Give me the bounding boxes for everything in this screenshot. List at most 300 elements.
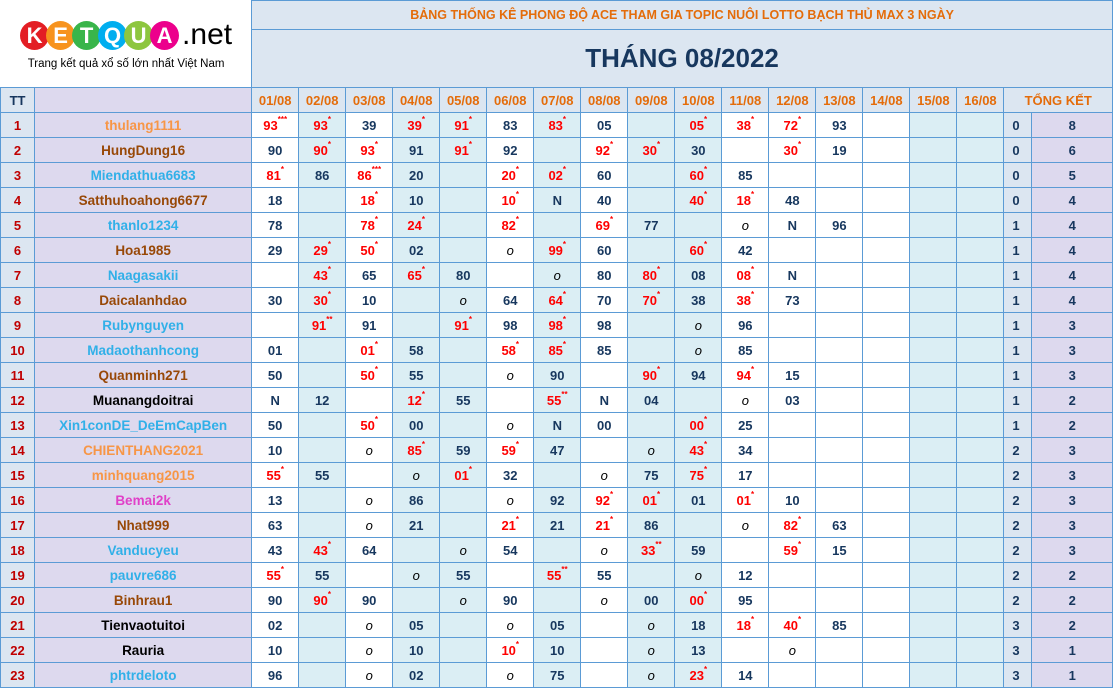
day-cell — [769, 313, 816, 338]
hit-mark: * — [703, 439, 708, 449]
day-cell: 05 — [393, 613, 440, 638]
day-cell: 64 — [346, 538, 393, 563]
member-name: Xin1conDE_DeEmCapBen — [35, 413, 252, 438]
table-row — [1, 313, 1113, 338]
day-cell: o — [628, 438, 675, 463]
day-cell — [957, 388, 1004, 413]
day-cell: 50* — [346, 413, 393, 438]
row-number: 23 — [1, 663, 35, 688]
row-number: 17 — [1, 513, 35, 538]
header-date: 14/08 — [863, 88, 910, 113]
summary-value-2: 2 — [1032, 588, 1113, 613]
day-cell — [863, 638, 910, 663]
day-cell — [910, 188, 957, 213]
day-cell: 85 — [722, 163, 769, 188]
member-name: Vanducyeu — [35, 538, 252, 563]
day-cell — [299, 438, 346, 463]
day-cell: 83* — [534, 113, 581, 138]
day-cell — [440, 338, 487, 363]
day-cell: 21* — [581, 513, 628, 538]
day-cell: 55 — [581, 563, 628, 588]
header-date: 10/08 — [675, 88, 722, 113]
hit-mark: * — [468, 464, 473, 474]
summary-value-1: 1 — [1004, 388, 1032, 413]
day-cell — [299, 213, 346, 238]
row-number: 12 — [1, 388, 35, 413]
row-number: 10 — [1, 338, 35, 363]
table-row — [1, 638, 1113, 663]
day-cell: 12* — [393, 388, 440, 413]
table-row — [1, 263, 1113, 288]
day-cell: 38* — [722, 113, 769, 138]
day-cell: 15 — [769, 363, 816, 388]
day-cell: 60* — [675, 238, 722, 263]
day-cell — [769, 463, 816, 488]
member-name: Naagasakii — [35, 263, 252, 288]
day-cell — [863, 363, 910, 388]
summary-value-1: 3 — [1004, 613, 1032, 638]
member-name: minhquang2015 — [35, 463, 252, 488]
day-cell — [299, 638, 346, 663]
hit-mark: * — [750, 364, 755, 374]
day-cell: 29 — [252, 238, 299, 263]
summary-value-2: 4 — [1032, 213, 1113, 238]
day-cell: 92 — [487, 138, 534, 163]
day-cell — [487, 563, 534, 588]
day-cell: 08* — [722, 263, 769, 288]
day-cell — [816, 463, 863, 488]
day-cell: 10 — [346, 288, 393, 313]
day-cell: N — [581, 388, 628, 413]
summary-value-1: 0 — [1004, 188, 1032, 213]
day-cell: 55 — [393, 363, 440, 388]
day-cell: 91* — [440, 138, 487, 163]
hit-mark: * — [374, 364, 378, 374]
summary-value-2: 1 — [1032, 663, 1113, 688]
day-cell: 90 — [252, 588, 299, 613]
day-cell — [440, 513, 487, 538]
row-number: 1 — [1, 113, 35, 138]
day-cell — [957, 463, 1004, 488]
day-cell: 64 — [487, 288, 534, 313]
day-cell: 55 — [440, 563, 487, 588]
day-cell: o — [628, 638, 675, 663]
table-row — [1, 588, 1113, 613]
row-number: 4 — [1, 188, 35, 213]
summary-value-1: 1 — [1004, 213, 1032, 238]
summary-value-2: 5 — [1032, 163, 1113, 188]
day-cell: 59* — [487, 438, 534, 463]
day-cell: 90 — [252, 138, 299, 163]
hit-mark: * — [374, 214, 378, 224]
day-cell: 55** — [534, 388, 581, 413]
hit-mark: * — [468, 114, 473, 124]
table-row — [1, 463, 1113, 488]
day-cell: 50* — [346, 238, 393, 263]
day-cell: 40* — [769, 613, 816, 638]
hit-mark: * — [280, 464, 284, 474]
day-cell — [957, 313, 1004, 338]
day-cell: 80 — [581, 263, 628, 288]
day-cell: 00* — [675, 413, 722, 438]
day-cell: 43* — [299, 538, 346, 563]
day-cell — [628, 163, 675, 188]
day-cell: 01* — [346, 338, 393, 363]
day-cell: 96 — [252, 663, 299, 688]
day-cell: 39* — [393, 113, 440, 138]
day-cell — [628, 188, 675, 213]
header-summary: TỔNG KẾT — [1004, 88, 1113, 113]
hit-mark: * — [515, 514, 520, 524]
table-row — [1, 163, 1113, 188]
hit-mark: * — [798, 514, 802, 524]
day-cell — [440, 163, 487, 188]
summary-value-2: 3 — [1032, 313, 1113, 338]
day-cell: 63 — [816, 513, 863, 538]
row-number: 16 — [1, 488, 35, 513]
summary-value-2: 2 — [1032, 563, 1113, 588]
summary-value-1: 1 — [1004, 313, 1032, 338]
logo-letter: A — [150, 21, 179, 50]
hit-mark: * — [515, 164, 520, 174]
member-name: Rauria — [35, 638, 252, 663]
day-cell — [910, 413, 957, 438]
summary-value-1: 3 — [1004, 663, 1032, 688]
day-cell — [910, 488, 957, 513]
day-cell — [581, 438, 628, 463]
summary-value-1: 2 — [1004, 513, 1032, 538]
table-row — [1, 513, 1113, 538]
day-cell: 90 — [487, 588, 534, 613]
logo-area — [1, 1, 252, 88]
day-cell — [440, 663, 487, 688]
day-cell: o — [628, 663, 675, 688]
day-cell — [487, 388, 534, 413]
summary-value-1: 2 — [1004, 488, 1032, 513]
day-cell: 70 — [581, 288, 628, 313]
hit-mark: * — [609, 489, 614, 499]
hit-mark: *** — [277, 114, 288, 124]
hit-mark: * — [421, 389, 425, 399]
day-cell: 85 — [581, 338, 628, 363]
header-date: 08/08 — [581, 88, 628, 113]
header-date: 01/08 — [252, 88, 299, 113]
day-cell — [957, 213, 1004, 238]
day-cell: o — [346, 663, 393, 688]
day-cell — [440, 213, 487, 238]
logo-letter: E — [46, 21, 75, 50]
day-cell: 01* — [440, 463, 487, 488]
hit-mark: * — [562, 164, 567, 174]
day-cell: 60 — [581, 163, 628, 188]
summary-value-2: 3 — [1032, 338, 1113, 363]
day-cell — [816, 563, 863, 588]
day-cell — [769, 338, 816, 363]
day-cell — [393, 313, 440, 338]
hit-mark: * — [562, 339, 567, 349]
day-cell: o — [581, 538, 628, 563]
row-number: 5 — [1, 213, 35, 238]
day-cell — [628, 238, 675, 263]
day-cell — [299, 413, 346, 438]
day-cell — [534, 213, 581, 238]
day-cell: 90* — [299, 138, 346, 163]
summary-value-2: 3 — [1032, 463, 1113, 488]
day-cell: 80* — [628, 263, 675, 288]
day-cell — [910, 463, 957, 488]
day-cell: 12 — [299, 388, 346, 413]
hit-mark: * — [750, 114, 755, 124]
day-cell: 93* — [346, 138, 393, 163]
day-cell — [299, 363, 346, 388]
day-cell: o — [393, 563, 440, 588]
day-cell: 13 — [252, 488, 299, 513]
day-cell: 55* — [252, 463, 299, 488]
day-cell: 70* — [628, 288, 675, 313]
hit-mark: * — [798, 139, 802, 149]
hit-mark: ** — [326, 314, 333, 324]
day-cell — [910, 388, 957, 413]
day-cell: 75 — [534, 663, 581, 688]
day-cell: 54 — [487, 538, 534, 563]
table-row — [1, 188, 1113, 213]
day-cell — [957, 288, 1004, 313]
summary-value-2: 4 — [1032, 188, 1113, 213]
hit-mark: * — [515, 189, 520, 199]
header-date: 16/08 — [957, 88, 1004, 113]
hit-mark: * — [750, 614, 755, 624]
header-date: 03/08 — [346, 88, 393, 113]
day-cell: 39 — [346, 113, 393, 138]
hit-mark: * — [327, 239, 331, 249]
row-number: 21 — [1, 613, 35, 638]
summary-value-1: 0 — [1004, 138, 1032, 163]
day-cell — [722, 538, 769, 563]
summary-value-1: 1 — [1004, 288, 1032, 313]
day-cell — [863, 463, 910, 488]
day-cell — [581, 363, 628, 388]
day-cell: o — [346, 513, 393, 538]
day-cell — [299, 613, 346, 638]
day-cell — [628, 313, 675, 338]
day-cell — [910, 638, 957, 663]
day-cell: 10* — [487, 188, 534, 213]
row-number: 14 — [1, 438, 35, 463]
hit-mark: * — [750, 489, 755, 499]
day-cell: 90 — [346, 588, 393, 613]
day-cell: 65* — [393, 263, 440, 288]
day-cell — [769, 438, 816, 463]
day-cell — [299, 513, 346, 538]
day-cell: 20* — [487, 163, 534, 188]
day-cell — [628, 338, 675, 363]
summary-value-2: 3 — [1032, 438, 1113, 463]
day-cell: 86*** — [346, 163, 393, 188]
summary-value-2: 3 — [1032, 488, 1113, 513]
hit-mark: * — [656, 139, 661, 149]
day-cell — [252, 313, 299, 338]
summary-value-2: 2 — [1032, 613, 1113, 638]
member-name: phtrdeloto — [35, 663, 252, 688]
day-cell: 38 — [675, 288, 722, 313]
day-cell — [440, 363, 487, 388]
day-cell: 91** — [299, 313, 346, 338]
member-name: Daicalanhdao — [35, 288, 252, 313]
day-cell — [816, 313, 863, 338]
day-cell — [957, 238, 1004, 263]
day-cell: 00* — [675, 588, 722, 613]
day-cell: 98* — [534, 313, 581, 338]
day-cell: 50 — [252, 363, 299, 388]
day-cell: 59 — [440, 438, 487, 463]
day-cell — [957, 488, 1004, 513]
table-row — [1, 538, 1113, 563]
member-name: pauvre686 — [35, 563, 252, 588]
day-cell — [299, 488, 346, 513]
hit-mark: * — [750, 289, 755, 299]
table-row — [1, 488, 1113, 513]
hit-mark: * — [703, 664, 708, 674]
table-row — [1, 113, 1113, 138]
logo-letter: T — [72, 21, 101, 50]
day-cell — [816, 388, 863, 413]
row-number: 18 — [1, 538, 35, 563]
day-cell: 59 — [675, 538, 722, 563]
day-cell — [910, 238, 957, 263]
day-cell — [863, 138, 910, 163]
day-cell — [957, 413, 1004, 438]
member-name: Satthuhoahong6677 — [35, 188, 252, 213]
day-cell: o — [346, 488, 393, 513]
hit-mark: * — [703, 589, 708, 599]
hit-mark: ** — [655, 539, 662, 549]
day-cell: 10 — [252, 638, 299, 663]
day-cell: o — [675, 313, 722, 338]
day-cell — [769, 588, 816, 613]
day-cell: o — [440, 588, 487, 613]
day-cell: 55 — [440, 388, 487, 413]
month-title: THÁNG 08/2022 — [252, 30, 1113, 88]
hit-mark: * — [515, 214, 520, 224]
row-number: 13 — [1, 413, 35, 438]
day-cell: 85 — [722, 338, 769, 363]
day-cell: N — [534, 413, 581, 438]
day-cell: o — [487, 363, 534, 388]
header-date: 09/08 — [628, 88, 675, 113]
summary-value-1: 1 — [1004, 338, 1032, 363]
day-cell — [252, 263, 299, 288]
day-cell — [534, 538, 581, 563]
day-cell — [910, 363, 957, 388]
day-cell — [393, 288, 440, 313]
day-cell — [863, 663, 910, 688]
header-date: 02/08 — [299, 88, 346, 113]
day-cell: o — [346, 438, 393, 463]
day-cell: 30* — [628, 138, 675, 163]
day-cell: 91 — [346, 313, 393, 338]
day-cell — [910, 538, 957, 563]
day-cell — [534, 588, 581, 613]
day-cell: 73 — [769, 288, 816, 313]
day-cell — [957, 138, 1004, 163]
day-cell — [440, 613, 487, 638]
day-cell: o — [769, 638, 816, 663]
day-cell: 55** — [534, 563, 581, 588]
day-cell: 86 — [299, 163, 346, 188]
hit-mark: * — [327, 114, 331, 124]
summary-value-1: 0 — [1004, 163, 1032, 188]
hit-mark: * — [703, 114, 708, 124]
header-date: 04/08 — [393, 88, 440, 113]
day-cell: 10 — [252, 438, 299, 463]
day-cell: o — [346, 613, 393, 638]
day-cell — [440, 413, 487, 438]
day-cell: 02 — [393, 238, 440, 263]
summary-value-1: 2 — [1004, 588, 1032, 613]
day-cell — [910, 138, 957, 163]
table-row — [1, 288, 1113, 313]
hit-mark: * — [280, 564, 284, 574]
day-cell — [816, 263, 863, 288]
hit-mark: * — [703, 164, 708, 174]
day-cell: 69* — [581, 213, 628, 238]
day-cell: 98 — [581, 313, 628, 338]
day-cell: 18* — [722, 613, 769, 638]
day-cell — [957, 613, 1004, 638]
day-cell — [910, 313, 957, 338]
hit-mark: * — [374, 139, 378, 149]
day-cell: o — [487, 613, 534, 638]
day-cell: 75* — [675, 463, 722, 488]
day-cell: 99* — [534, 238, 581, 263]
summary-value-2: 3 — [1032, 538, 1113, 563]
summary-value-1: 2 — [1004, 463, 1032, 488]
day-cell — [299, 338, 346, 363]
day-cell — [816, 363, 863, 388]
day-cell — [393, 538, 440, 563]
row-number: 15 — [1, 463, 35, 488]
day-cell: 04 — [628, 388, 675, 413]
day-cell — [910, 163, 957, 188]
day-cell — [675, 388, 722, 413]
day-cell: 29* — [299, 238, 346, 263]
member-name: Rubynguyen — [35, 313, 252, 338]
member-name: thulang1111 — [35, 113, 252, 138]
day-cell: 93 — [816, 113, 863, 138]
day-cell: 05 — [581, 113, 628, 138]
day-cell — [957, 538, 1004, 563]
day-cell: 43* — [675, 438, 722, 463]
day-cell: 20 — [393, 163, 440, 188]
hit-mark: * — [750, 189, 755, 199]
day-cell: 58 — [393, 338, 440, 363]
day-cell: o — [487, 663, 534, 688]
hit-mark: * — [327, 289, 331, 299]
day-cell — [863, 288, 910, 313]
day-cell: 13 — [675, 638, 722, 663]
day-cell — [487, 263, 534, 288]
day-cell: 96 — [722, 313, 769, 338]
day-cell: 30* — [299, 288, 346, 313]
day-cell: o — [487, 413, 534, 438]
day-cell — [769, 238, 816, 263]
day-cell — [863, 388, 910, 413]
row-number: 3 — [1, 163, 35, 188]
day-cell — [816, 163, 863, 188]
table-row — [1, 563, 1113, 588]
day-cell: 38* — [722, 288, 769, 313]
day-cell: 30* — [769, 138, 816, 163]
